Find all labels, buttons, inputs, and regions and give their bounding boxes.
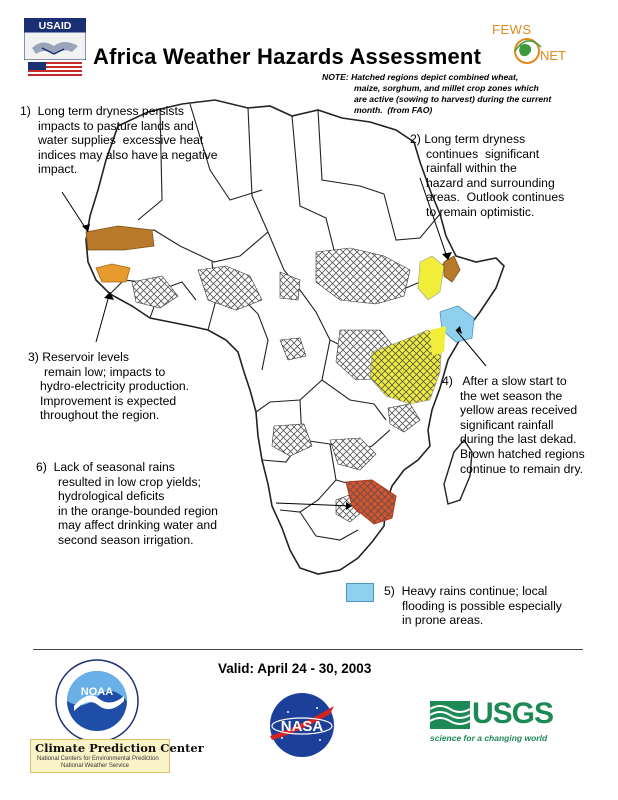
net-label: NET — [540, 48, 566, 63]
valid-dates: Valid: April 24 - 30, 2003 — [218, 661, 372, 676]
usgs-logo — [428, 697, 558, 747]
region-4-yellow-coast — [430, 326, 446, 356]
note-line: month. (from FAO) — [354, 105, 433, 115]
usgs-waves-icon — [430, 701, 470, 729]
note-line: NOTE: Hatched regions depict combined wheat, — [322, 72, 519, 82]
usaid-label: USAID — [38, 20, 72, 32]
noaa-logo — [54, 658, 140, 744]
cpc-title: Climate Prediction Center — [35, 741, 204, 755]
annotation-6: 6) Lack of seasonal rains resulted in low crop yields; hydrological deficits in the orange-bounded region may affect drinking water and second season irrigation. — [36, 460, 218, 547]
usgs-tagline: science for a changing world — [430, 733, 548, 743]
note-line: maize, sorghum, and millet crop zones which — [354, 83, 539, 93]
footer-divider — [33, 649, 583, 650]
nasa-logo — [262, 690, 342, 760]
annotation-5: 5) Heavy rains continue; local flooding is possible especially in prone areas. — [384, 584, 562, 628]
annotation-1: 1) Long term dryness persists impacts to pasture lands and water supplies excessive heat indices may also have a negative impact. — [20, 104, 218, 177]
fews-label: FEWS — [492, 22, 532, 37]
nasa-label: NASA — [280, 718, 324, 735]
region-5-legend-swatch — [346, 583, 374, 602]
page-title: Africa Weather Hazards Assessment — [93, 44, 482, 69]
cpc-subtitle: National Centers for Environmental Prediction National Weather Service — [37, 756, 159, 769]
note-line: are active (sowing to harvest) during the current — [354, 94, 552, 104]
region-3-orange — [96, 264, 130, 282]
noaa-label: NOAA — [80, 686, 114, 698]
annotation-3: 3) Reservoir levels remain low; impacts to hydro-electricity production. Improvement is expected throughout the region. — [28, 350, 190, 423]
annotation-2: 2) Long term dryness continues significant rainfall within the hazard and surrounding areas. Outlook continues to remain optimistic. — [410, 132, 565, 219]
usgs-label: USGS — [472, 697, 554, 730]
annotation-4: 4) After a slow start to the wet season the yellow areas received significant rainfall during the last dekad. Brown hatched regions continue to remain dry. — [442, 374, 585, 476]
cpc-logo — [30, 739, 204, 773]
